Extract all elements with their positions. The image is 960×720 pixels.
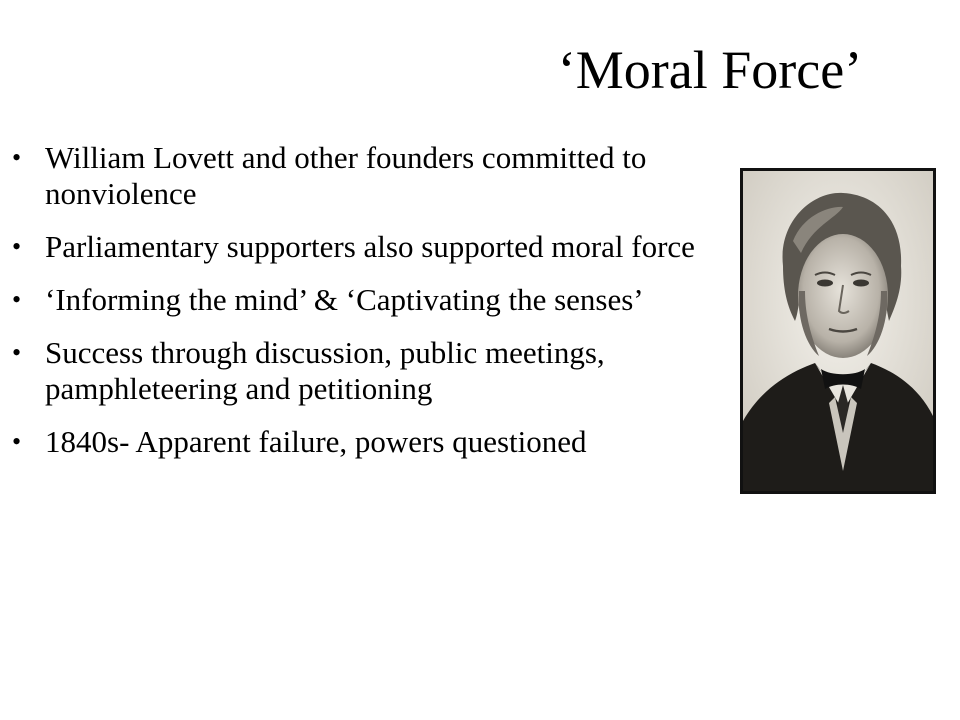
bullet-item xyxy=(0,335,720,407)
bullet-dot-icon: • xyxy=(12,232,22,261)
slide-title: ‘Moral Force’ xyxy=(557,40,863,100)
bullet-dot-icon: • xyxy=(12,143,22,172)
bullet-item xyxy=(0,229,720,265)
bullet-list xyxy=(0,140,720,477)
bullet-dot-icon: • xyxy=(12,338,22,367)
portrait-icon xyxy=(743,171,933,491)
portrait-image xyxy=(740,168,936,494)
bullet-dot-icon: • xyxy=(12,427,22,456)
bullet-text: 1840s- Apparent failure, powers questioned xyxy=(45,424,587,459)
bullet-item xyxy=(0,424,720,460)
bullet-item xyxy=(0,282,720,318)
bullet-dot-icon: • xyxy=(12,285,22,314)
bullet-item xyxy=(0,140,720,212)
bullet-text: ‘Informing the mind’ & ‘Captivating the senses’ xyxy=(45,282,644,317)
bullet-text: Success through discussion, public meetings, pamphleteering and petitioning xyxy=(45,335,605,406)
bullet-text: Parliamentary supporters also supported moral force xyxy=(45,229,695,264)
bullet-text: William Lovett and other founders committed to nonviolence xyxy=(45,140,647,211)
